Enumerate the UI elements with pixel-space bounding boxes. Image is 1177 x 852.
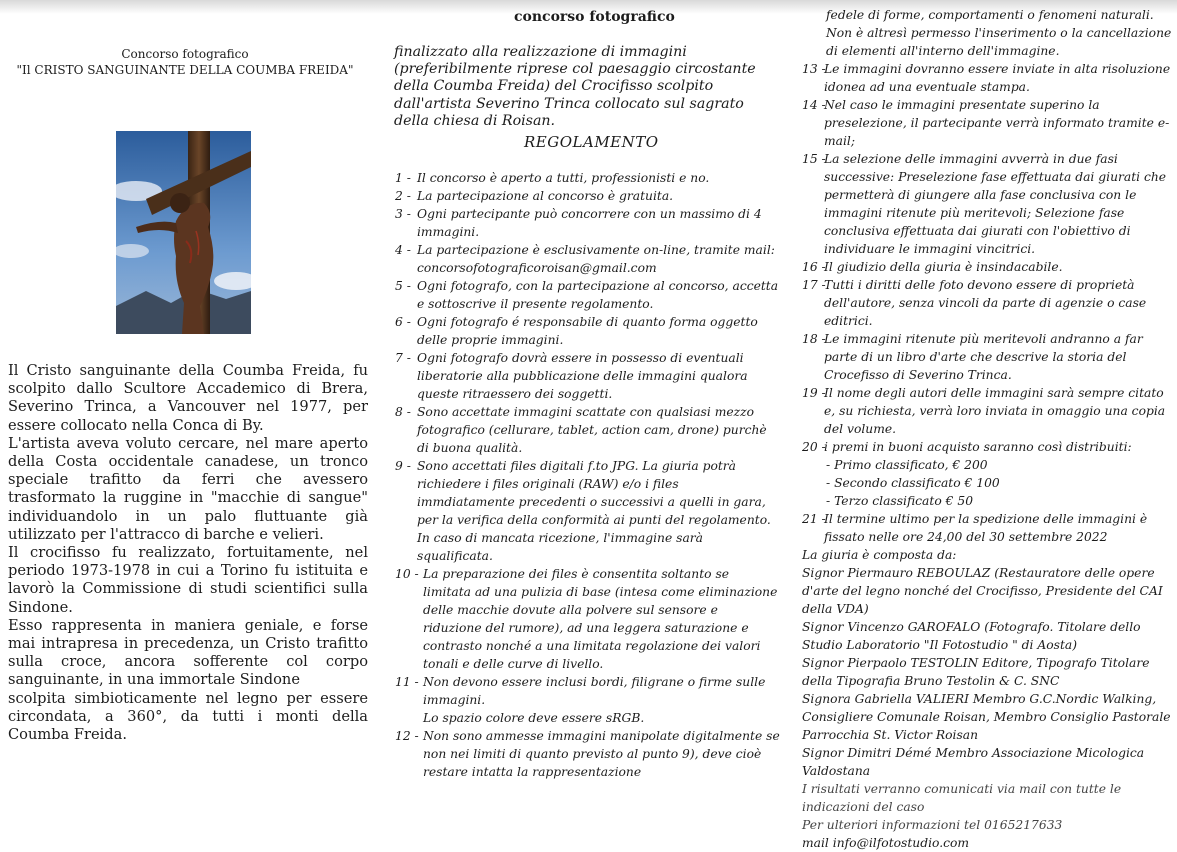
rule-text: La partecipazione al concorso è gratuita. xyxy=(417,189,674,203)
rule-item xyxy=(395,457,780,565)
prize-third: - Terzo classificato € 50 xyxy=(826,494,974,508)
jury-member: Signor Dimitri Démé Membro Associazione Micologica Valdostana xyxy=(802,746,1145,778)
rule-number: 19 - xyxy=(802,386,826,400)
contest-label-line1: Concorso fotografico xyxy=(121,47,249,61)
rule-number: 4 - xyxy=(395,243,411,257)
contest-label-line2: "Il CRISTO SANGUINANTE DELLA COUMBA FREIDA" xyxy=(16,63,354,77)
rule-number: 10 - xyxy=(395,567,419,581)
rule-item xyxy=(802,510,1172,546)
rule-item xyxy=(395,403,780,457)
rule-item xyxy=(802,150,1172,258)
rules-list-middle xyxy=(395,169,780,781)
rule-text: Nel caso le immagini presentate superino la preselezione, il partecipante verrà informato tramite e- mail; xyxy=(824,98,1170,148)
rule-text: La partecipazione è esclusivamente on-line, tramite mail: concorsofotograficoroisan@gmail.com xyxy=(417,243,775,275)
rule-text: Ogni fotografo, con la partecipazione al concorso, accetta e sottoscrive il presente regolamento. xyxy=(417,279,779,311)
intro-paragraph: scolpita simbioticamente nel legno per essere circondata, a 360°, da tutti i monti della Coumba Freida. xyxy=(8,689,368,744)
rules-list-right xyxy=(802,6,1172,852)
rule-item xyxy=(395,277,780,313)
rule-number: 11 - xyxy=(395,675,419,689)
rule-item xyxy=(802,384,1172,438)
info-mail: mail info@ilfotostudio.com xyxy=(802,836,970,850)
rule-number: 5 - xyxy=(395,279,411,293)
jury-member: Signora Gabriella VALIERI Membro G.C.Nordic Walking, Consigliere Comunale Roisan, Membro Consiglio Pastorale Parrocchia St. Victor Roisan xyxy=(802,692,1171,742)
rule-item xyxy=(395,565,780,673)
rule-text: Non sono ammesse immagini manipolate digitalmente se non nei limiti di quanto previsto al punto 9), deve cioè restare intatta la rappresentazione xyxy=(423,729,780,779)
rule-text: Le immagini ritenute più meritevoli andranno a far parte di un libro d'arte che descrive la storia del Crocefisso di Severino Trinca. xyxy=(824,332,1143,382)
rule-number: 8 - xyxy=(395,405,411,419)
purpose-text: finalizzato alla realizzazione di immagini (preferibilmente riprese col paesaggio circostante della Coumba Freida) del Crocifisso scolpito dall'artista Severino Trinca collocato sul sagrato della chiesa di Roisan. xyxy=(394,44,756,129)
rule-item xyxy=(802,258,1172,276)
rule-number: 12 - xyxy=(395,729,419,743)
rule-number: 9 - xyxy=(395,459,411,473)
intro-text xyxy=(8,362,368,744)
rule-text: Ogni partecipante può concorrere con un massimo di 4 immagini. xyxy=(417,207,762,239)
rule-text: Le immagini dovranno essere inviate in alta risoluzione idonea ad una eventuale stampa. xyxy=(824,62,1171,94)
prize-first: - Primo classificato, € 200 xyxy=(826,458,988,472)
intro-paragraph: Il Cristo sanguinante della Coumba Freida, fu scolpito dallo Scultore Accademico di Brera, Severino Trinca, a Vancouver nel 1977, per essere collocato nella Conca di By. xyxy=(8,362,368,434)
rule-item xyxy=(395,169,780,187)
rule-text: i premi in buoni acquisto saranno così distribuiti: xyxy=(824,440,1132,454)
rule-text: Il concorso è aperto a tutti, professionisti e no. xyxy=(417,171,710,185)
rule-number: 13 - xyxy=(802,62,826,76)
rule-text: Ogni fotografo é responsabile di quanto forma oggetto delle proprie immagini. xyxy=(417,315,758,347)
rule-text: Ogni fotografo dovrà essere in possesso di eventuali liberatorie alla pubblicazione delle immagini qualora queste ritraessero dei soggetti. xyxy=(417,351,748,401)
rule-item xyxy=(395,349,780,403)
jury-intro: La giuria è composta da: xyxy=(802,548,957,562)
results-note: I risultati verranno comunicati via mail con tutte le indicazioni del caso xyxy=(802,782,1122,814)
rule-item xyxy=(802,438,1172,456)
rule-number: 3 - xyxy=(395,207,411,221)
rule-number: 7 - xyxy=(395,351,411,365)
rule-number: 6 - xyxy=(395,315,411,329)
rule-number: 1 - xyxy=(395,171,411,185)
rule-number: 15 - xyxy=(802,152,826,166)
jury-member: Signor Vincenzo GAROFALO (Fotografo. Titolare dello Studio Laboratorio "Il Fotostudio " di Aosta) xyxy=(802,620,1141,652)
rule-text: Sono accettate immagini scattate con qualsiasi mezzo fotografico (cellurare, tablet, action cam, drone) purchè di buona qualità. xyxy=(417,405,767,455)
rule-number: 14 - xyxy=(802,98,826,112)
rule-text: Il termine ultimo per la spedizione delle immagini è fissato nelle ore 24,00 del 30 settembre 2022 xyxy=(824,512,1148,544)
intro-paragraph: L'artista aveva voluto cercare, nel mare aperto della Costa occidentale canadese, un tronco speciale trafitto da ferri che avessero trasformato la ruggine in "macchie di sangue" individuandolo in un palo fluttuante già utilizzato per l'attracco di barche e velieri. xyxy=(8,434,368,543)
rule-item xyxy=(395,313,780,349)
header-title: concorso fotografico xyxy=(514,9,675,25)
rule-text: Tutti i diritti delle foto devono essere di proprietà dell'autore, senza vincoli da parte di agenzie o case editrici. xyxy=(824,278,1147,328)
rule-number: 20 - xyxy=(802,440,826,454)
rule-text: La preparazione dei files è consentita soltanto se limitata ad una pulizia di base (intesa come eliminazione delle macchie dovute alla polvere sul sensore e riduzione del rumore), ad una leggera saturazione e contrasto nonché a una limitata regolazione dei valori tonali e delle curve di livello. xyxy=(423,567,778,671)
jury-member: Signor Piermauro REBOULAZ (Restauratore delle opere d'arte del legno nonché del Crocifisso, Presidente del CAI della VDA) xyxy=(802,566,1163,616)
rule-item xyxy=(802,330,1172,384)
rule-number: 16 - xyxy=(802,260,826,274)
rule-item xyxy=(395,673,780,709)
rule-text: Non devono essere inclusi bordi, filigrane o firme sulle immagini. xyxy=(423,675,766,707)
rule12-continuation: fedele di forme, comportamenti o fenomeni naturali. Non è altresì permesso l'inserimento o la cancellazione di elementi all'interno dell'immagine. xyxy=(826,8,1172,58)
rule-text: Sono accettati files digitali f.to JPG. La giuria potrà richiedere i files originali (RAW) e/o i files immdiatamente precedenti o successivi a quelli in gara, per la verifica della conformità ai punti del regolamento. In caso di mancata ricezione, l'immagine sarà squalificata. xyxy=(417,459,771,563)
crucifix-photo xyxy=(116,131,251,334)
rule-number: 17 - xyxy=(802,278,826,292)
info-phone: Per ulteriori informazioni tel 0165217633 xyxy=(802,818,1063,832)
rule-item xyxy=(395,205,780,241)
rule-item xyxy=(395,727,780,781)
rule-number: 18 - xyxy=(802,332,826,346)
rule-item xyxy=(395,187,780,205)
rule-item xyxy=(802,96,1172,150)
intro-paragraph: Esso rappresenta in maniera geniale, e forse mai intrapresa in precedenza, un Cristo trafitto sulla croce, ancora sofferente col corpo sanguinante, in una immortale Sindone xyxy=(8,616,368,689)
rule-text: Il nome degli autori delle immagini sarà sempre citato e, su richiesta, verrà loro inviata in omaggio una copia del volume. xyxy=(824,386,1166,436)
rule-item xyxy=(395,241,780,277)
contest-label xyxy=(0,46,370,78)
rule-item xyxy=(395,709,780,727)
rule-text: Lo spazio colore deve essere sRGB. xyxy=(423,711,645,725)
jury-member: Signor Pierpaolo TESTOLIN Editore, Tipografo Titolare della Tipografia Bruno Testolin & C. SNC xyxy=(802,656,1150,688)
rule-item xyxy=(802,276,1172,330)
prize-second: - Secondo classificato € 100 xyxy=(826,476,1000,490)
rule-item xyxy=(802,60,1172,96)
rule-text: Il giudizio della giuria è insindacabile. xyxy=(824,260,1063,274)
rule-number: 21 - xyxy=(802,512,826,526)
rule-text: La selezione delle immagini avverrà in due fasi successive: Preselezione fase effettuata dai giurati che permetterà di giungere alla fase conclusiva con le immagini ritenute più meritevoli; Selezione fase conclusiva effettuata dai giurati con l'obiettivo di individuare le immagini vincitrici. xyxy=(824,152,1167,256)
regulation-heading: REGOLAMENTO xyxy=(524,133,659,151)
rule-number: 2 - xyxy=(395,189,411,203)
intro-paragraph: Il crocifisso fu realizzato, fortuitamente, nel periodo 1973-1978 in cui a Torino fu istituita e lavorò la Commissione di studi scientifici sulla Sindone. xyxy=(8,544,368,616)
